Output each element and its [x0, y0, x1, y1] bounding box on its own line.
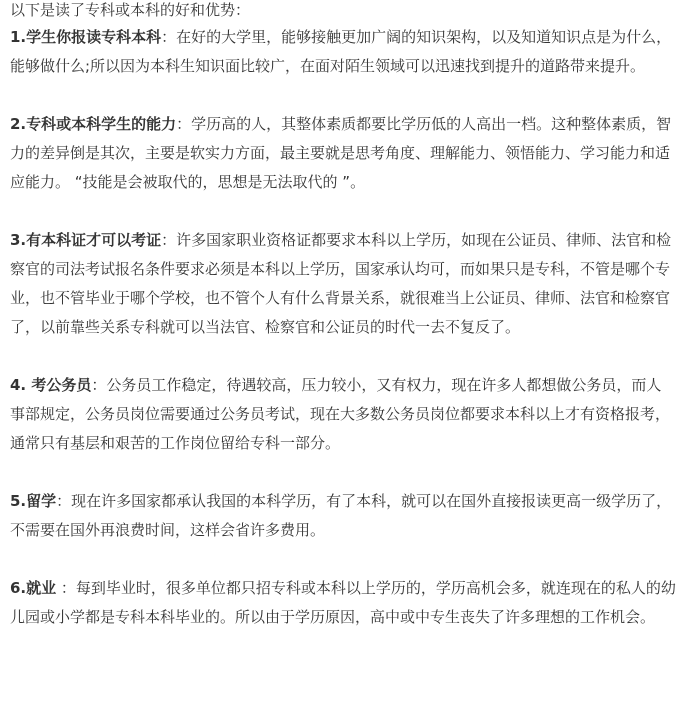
- section-5-body: ：现在许多国家都承认我国的本科学历，有了本科，就可以在国外直接报读更高一级学历了，不需要在国外再浪费时间，这样会省许多费用。: [10, 492, 672, 539]
- section-3: [10, 226, 676, 342]
- section-4-body: ：公务员工作稳定，待遇较高，压力较小，又有权力，现在许多人都想做公务员，而人事部规定，公务员岗位需要通过公务员考试，现在大多数公务员岗位都要求本科以上才有资格报考，通常只有基层和艰苦的工作岗位留给专科一部分。: [10, 376, 671, 452]
- section-2-body: ：学历高的人，其整体素质都要比学历低的人高出一档。这种整体素质，智力的差异倒是其次，主要是软实力方面，最主要就是思考角度、理解能力、领悟能力、学习能力和适应能力。 “技能是会被取代的，思想是无法取代的 ”。: [10, 115, 672, 191]
- section-3-heading: 3.有本科证才可以考证: [10, 231, 162, 249]
- section-6: [10, 574, 676, 632]
- section-6-body: ：每到毕业时，很多单位都只招专科或本科以上学历的，学历高机会多，就连现在的私人的幼儿园或小学都是专科本科毕业的。所以由于学历原因，高中或中专生丧失了许多理想的工作机会。: [10, 579, 676, 626]
- section-1-body: ：在好的大学里，能够接触更加广阔的知识架构，以及知道知识点是为什么，能够做什么;所以因为本科生知识面比较广，在面对陌生领域可以迅速找到提升的道路带来提升。: [10, 28, 672, 75]
- section-2-heading: 2.专科或本科学生的能力: [10, 115, 177, 133]
- section-6-heading: 6.就业: [10, 579, 57, 597]
- section-1: [10, 23, 676, 81]
- intro-line: 以下是读了专科或本科的好和优势：: [10, 1, 251, 19]
- section-2: [10, 110, 676, 197]
- section-4: [10, 371, 676, 458]
- section-4-heading: 4. 考公务员: [10, 376, 92, 394]
- section-5: [10, 487, 676, 545]
- section-1-heading: 1.学生你报读专科本科: [10, 28, 162, 46]
- section-5-heading: 5.留学: [10, 492, 57, 510]
- section-3-body: ：许多国家职业资格证都要求本科以上学历，如现在公证员、律师、法官和检察官的司法考试报名条件要求必须是本科以上学历，国家承认均可，而如果只是专科，不管是哪个专业，也不管毕业于哪个学校，也不管个人有什么背景关系，就很难当上公证员、律师、法官和检察官了，以前靠些关系专科就可以当法官、检察官和公证员的时代一去不复反了。: [10, 231, 672, 336]
